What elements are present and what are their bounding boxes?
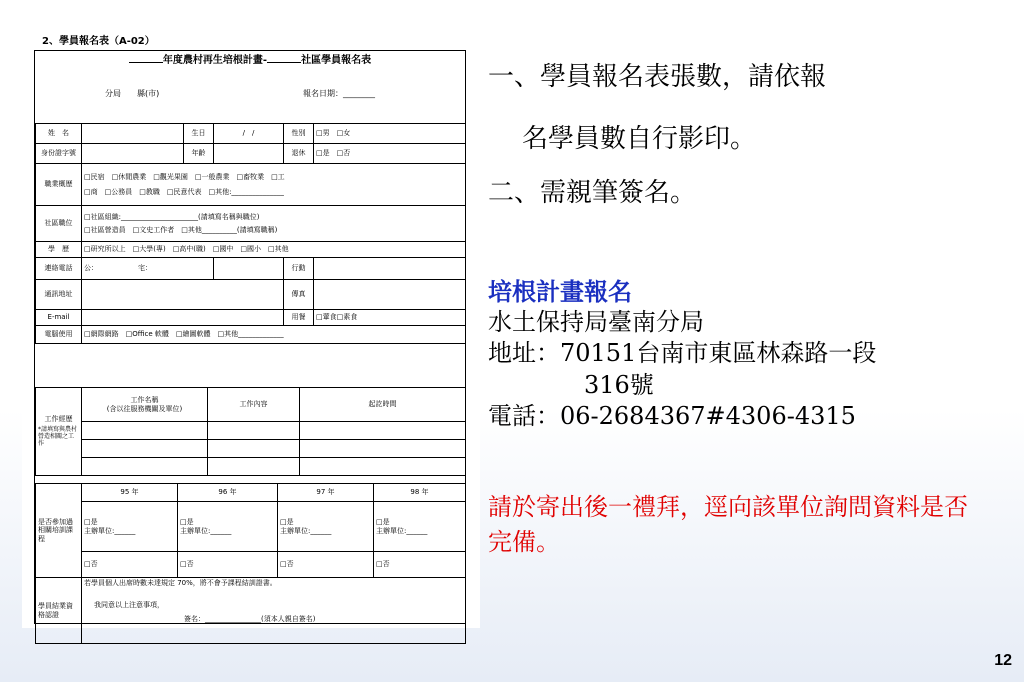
gender-label: 性別: [284, 124, 314, 144]
no-97: □否: [278, 552, 374, 578]
computer-options: □網際網路 □Office 軟體 □繪圖軟體 □其他_____________: [82, 326, 466, 344]
community-options-1: □社區組織:______________________(請填寫名稱與職位): [84, 213, 260, 222]
meal-options: □葷食□素食: [314, 310, 466, 326]
school-96: 主辦單位:______: [180, 526, 232, 535]
gender-options: □男 □女: [314, 124, 466, 144]
qualification-rule: 若學員個人出席時數未達規定 70%，將不會予課程結訓證書。: [84, 579, 277, 587]
age-label: 年齡: [184, 144, 214, 164]
form-row-id: [36, 144, 466, 164]
form-row-community: [36, 206, 466, 242]
contact-address: 地址：70151台南市東區林森路一段: [488, 339, 877, 368]
work-label: 工作經歷: [44, 415, 73, 424]
fax-label: 傳真: [284, 280, 314, 310]
work-col-name-note: (含以往服務機關及單位): [106, 404, 183, 413]
form-row-address: [36, 280, 466, 310]
school-95: 主辦單位:______: [84, 526, 136, 535]
occupation-options-2: □商 □公務員 □教職 □民意代表 □其他:_______________: [84, 187, 284, 196]
phone-label: 連絡電話: [36, 258, 82, 280]
form-row-computer: [36, 326, 466, 344]
retired-label: 退休: [284, 144, 314, 164]
form-row-occupation: [36, 164, 466, 206]
training-label: 是否參加過相關培訓課程: [36, 484, 82, 578]
year-98: 98 年: [374, 484, 466, 502]
computer-label: 電腦使用: [36, 326, 82, 344]
no-95: □否: [82, 552, 178, 578]
work-note: *請填寫與農村營造相關之工作: [38, 426, 78, 447]
community-label: 社區職位: [36, 206, 82, 242]
year-96: 96 年: [178, 484, 278, 502]
name-label: 姓 名: [36, 124, 82, 144]
form-table: [35, 123, 466, 344]
mobile-label: 行動: [284, 258, 314, 280]
no-96: □否: [178, 552, 278, 578]
contact-address-cont: 316號: [584, 370, 654, 399]
qualification-agree: 我同意以上注意事項，: [94, 601, 164, 610]
work-col-content: 工作內容: [208, 388, 300, 422]
year-95: 95 年: [82, 484, 178, 502]
contact-block: [488, 276, 876, 432]
reminder-text: 請於寄出後一禮拜，逕向該單位詢問資料是否完備。: [488, 493, 968, 556]
school-97: 主辦單位:______: [280, 526, 332, 535]
occupation-label: 職業概歷: [36, 164, 82, 206]
instruction-2: 二、需親筆簽名。: [488, 178, 697, 208]
work-col-period: 起訖時間: [300, 388, 466, 422]
birthday-field: / /: [214, 124, 284, 144]
email-label: E-mail: [36, 310, 82, 326]
work-col-name: 工作名稱: [130, 396, 159, 405]
education-options: □研究所以上 □大學(專) □高中(職) □國中 □國小 □其他: [82, 242, 466, 258]
office-phone-label: 公：: [84, 264, 98, 273]
home-phone-label: 宅：: [138, 264, 152, 273]
yes-97: □是: [280, 518, 294, 527]
retired-options: □是 □否: [314, 144, 466, 164]
birthday-label: 生日: [184, 124, 214, 144]
yes-96: □是: [180, 518, 194, 527]
instruction-1: 一、學員報名表張數，請依報: [488, 62, 827, 92]
yes-98: □是: [376, 518, 390, 527]
form-frame: [34, 50, 466, 624]
instruction-1-cont: 名學員數自行影印。: [522, 124, 757, 154]
qualification-label: 學員結業資格認證: [36, 578, 82, 644]
no-98: □否: [374, 552, 466, 578]
meal-label: 用餐: [284, 310, 314, 326]
page-number: 12: [994, 652, 1012, 669]
school-98: 主辦單位:______: [376, 526, 428, 535]
work-table: [35, 387, 466, 476]
form-row-email: [36, 310, 466, 326]
form-row-phone: [36, 258, 466, 280]
form-date: 報名日期：________: [303, 89, 375, 98]
address-label: 通訊地址: [36, 280, 82, 310]
form-row-name: [36, 124, 466, 144]
year-97: 97 年: [278, 484, 374, 502]
contact-org: 水土保持局臺南分局: [488, 308, 704, 337]
occupation-options-1: □民宿 □休閒農業 □觀光果園 □一般農業 □畜牧業 □工: [84, 173, 285, 182]
qualification-sign: 簽名：________________(須本人親自簽名): [184, 615, 316, 624]
registration-form-image: [22, 30, 480, 628]
contact-phone: 電話：06-2684367#4306-4315: [488, 401, 856, 430]
form-branch: 分局 縣(市): [105, 89, 160, 98]
yes-95: □是: [84, 518, 98, 527]
form-title-mid: 年度農村再生培根計畫-: [162, 55, 268, 66]
form-caption: 2、學員報名表（A-02）: [42, 36, 155, 47]
training-table: [35, 483, 466, 644]
contact-title: 培根計畫報名: [488, 277, 632, 306]
form-title: [35, 55, 465, 67]
community-options-2: □社區營造員 □文史工作者 □其他__________(請填寫職稱): [84, 225, 278, 234]
id-label: 身份證字號: [36, 144, 82, 164]
education-label: 學 歷: [36, 242, 82, 258]
form-title-end: 社區學員報名表: [301, 55, 372, 66]
form-row-education: [36, 242, 466, 258]
